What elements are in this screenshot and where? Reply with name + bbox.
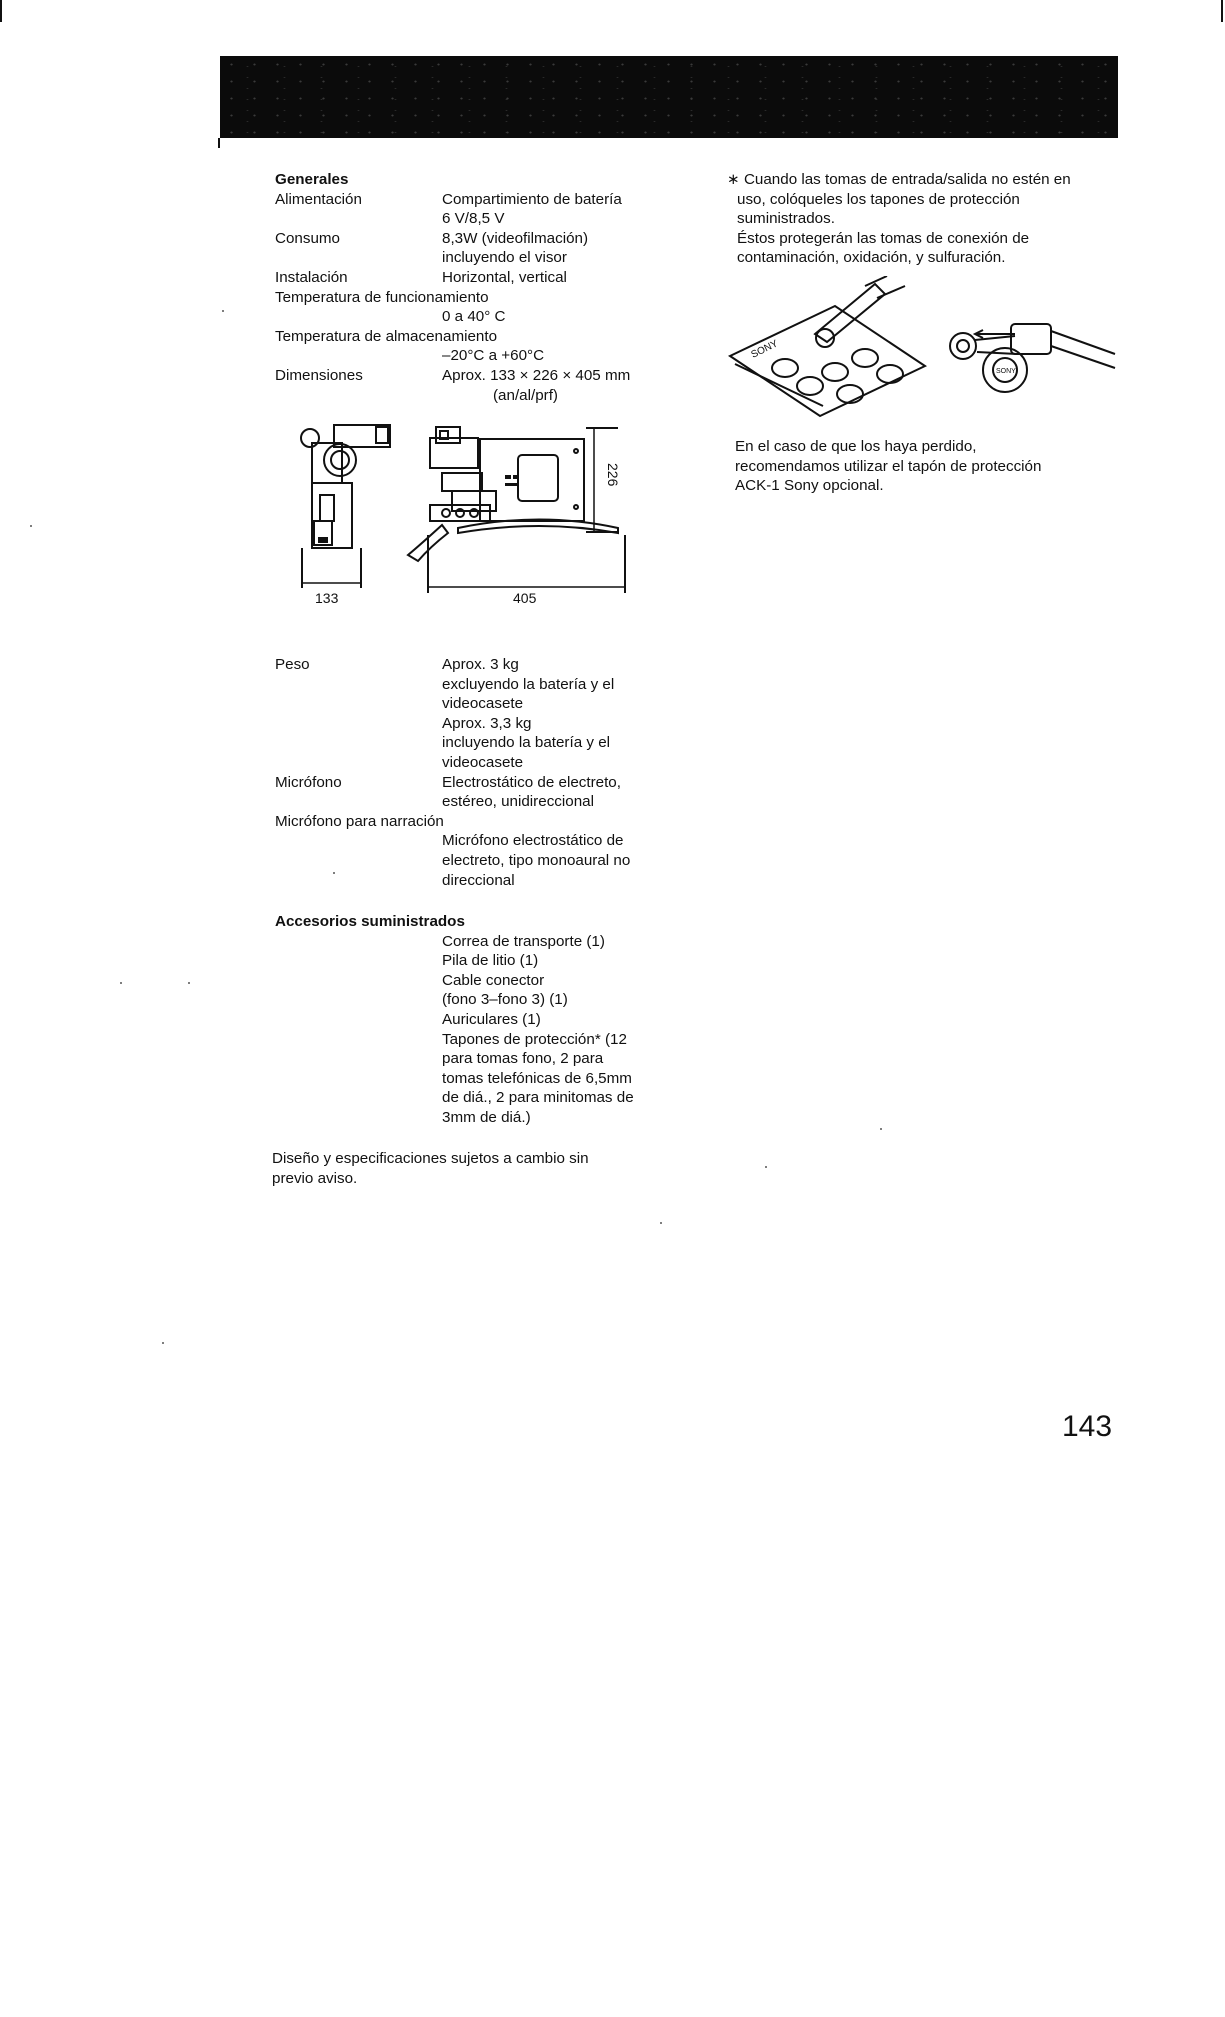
spec-value: electreto, tipo monoaural no bbox=[442, 851, 631, 869]
accessory-item: para tomas fono, 2 para bbox=[442, 1050, 604, 1068]
spec-value: Micrófono electrostático de bbox=[442, 832, 624, 850]
spec-row-dimensiones bbox=[275, 366, 675, 386]
note-line: Diseño y especificaciones sujetos a cambio sin bbox=[272, 1150, 589, 1167]
bullet-line: Éstos protegerán las tomas de conexión de bbox=[737, 229, 1030, 247]
spec-value: estéreo, unidireccional bbox=[442, 793, 594, 811]
spec-value: incluyendo el visor bbox=[442, 249, 567, 267]
generales-heading: Generales bbox=[275, 171, 349, 188]
note-line: previo aviso. bbox=[272, 1169, 358, 1187]
protection-caps-note bbox=[727, 170, 1127, 268]
spec-value: excluyendo la batería y el bbox=[442, 675, 615, 693]
accessory-item: Tapones de protección* (12 bbox=[442, 1030, 627, 1048]
cap-brand-text: SONY bbox=[996, 368, 1016, 375]
accessory-item: Auriculares (1) bbox=[442, 1010, 541, 1028]
speck bbox=[765, 1166, 767, 1168]
spec-label: Instalación bbox=[275, 268, 348, 286]
spec-value: Compartimiento de batería bbox=[442, 190, 622, 208]
accessory-item: Pila de litio (1) bbox=[442, 952, 539, 970]
spec-value: Horizontal, vertical bbox=[442, 268, 567, 286]
accessory-item: Correa de transporte (1) bbox=[442, 932, 605, 950]
spec-value: Aprox. 3,3 kg bbox=[442, 714, 532, 732]
specs-section bbox=[275, 655, 675, 890]
spec-row-consumo bbox=[275, 229, 675, 268]
camera-dimension-diagram bbox=[290, 415, 660, 610]
spec-value: videocasete bbox=[442, 695, 524, 713]
spec-row-alimentacion bbox=[275, 190, 675, 229]
spec-value: incluyendo la batería y el bbox=[442, 734, 611, 752]
lost-line: recomendamos utilizar el tapón de protección bbox=[735, 457, 1042, 475]
header-band bbox=[220, 56, 1118, 138]
bullet-line: uso, colóqueles los tapones de protección bbox=[737, 190, 1020, 208]
page-number: 143 bbox=[1062, 1410, 1113, 1443]
edge-mark bbox=[0, 0, 2, 22]
accessory-item: Cable conector bbox=[442, 971, 545, 989]
speck bbox=[333, 872, 335, 874]
generales-section bbox=[275, 170, 675, 405]
spec-row-microfono bbox=[275, 773, 675, 812]
temp-op-value: 0 a 40° C bbox=[442, 308, 506, 326]
accessory-item: 3mm de diá.) bbox=[442, 1108, 531, 1126]
speck bbox=[30, 525, 32, 527]
bullet-line: ∗ Cuando las tomas de entrada/salida no estén en bbox=[727, 171, 1071, 188]
speck bbox=[222, 310, 224, 312]
bullet-line: suministrados. bbox=[737, 210, 835, 228]
narr-label: Micrófono para narración bbox=[275, 812, 444, 830]
speck bbox=[162, 1342, 164, 1344]
dim-length-label: 405 bbox=[513, 590, 537, 606]
bullet-line: contaminación, oxidación, y sulfuración. bbox=[737, 249, 1006, 267]
dim-height-label: 226 bbox=[605, 463, 621, 487]
spec-value: direccional bbox=[442, 871, 515, 889]
spec-value: 8,3W (videofilmación) bbox=[442, 229, 589, 247]
accessory-item: tomas telefónicas de 6,5mm bbox=[442, 1069, 632, 1087]
lost-caps-note bbox=[735, 437, 1135, 496]
dim-width-label: 133 bbox=[315, 590, 339, 606]
spec-value: Aprox. 3 kg bbox=[442, 656, 519, 673]
accessory-item: de diá., 2 para minitomas de bbox=[442, 1089, 634, 1107]
accesorios-heading: Accesorios suministrados bbox=[275, 913, 465, 930]
dim-unit: (an/al/prf) bbox=[493, 386, 558, 404]
spec-label: Peso bbox=[275, 656, 310, 673]
spec-label: Alimentación bbox=[275, 190, 362, 208]
temp-store-value: –20°C a +60°C bbox=[442, 347, 545, 365]
temp-op-label: Temperatura de funcionamiento bbox=[275, 288, 489, 306]
speck bbox=[880, 1128, 882, 1130]
spec-label: Consumo bbox=[275, 229, 340, 247]
lost-line: En el caso de que los haya perdido, bbox=[735, 438, 977, 455]
accessory-item: (fono 3–fono 3) (1) bbox=[442, 991, 568, 1009]
spec-row-peso bbox=[275, 655, 675, 773]
temp-store-label: Temperatura de almacenamiento bbox=[275, 327, 498, 345]
spec-label: Micrófono bbox=[275, 773, 342, 791]
spec-label: Dimensiones bbox=[275, 366, 363, 384]
design-note bbox=[272, 1149, 692, 1188]
speck bbox=[188, 982, 190, 984]
spec-value: Aprox. 133 × 226 × 405 mm bbox=[442, 366, 631, 384]
speck bbox=[120, 982, 122, 984]
edge-mark bbox=[218, 138, 220, 148]
lost-line: ACK-1 Sony opcional. bbox=[735, 477, 884, 495]
spec-value: 6 V/8,5 V bbox=[442, 210, 505, 228]
speck bbox=[660, 1222, 662, 1224]
spec-value: Electrostático de electreto, bbox=[442, 773, 621, 791]
spec-row-instalacion bbox=[275, 268, 675, 288]
illustration-panel-text: SONY bbox=[749, 338, 780, 361]
accesorios-section bbox=[275, 912, 695, 1128]
protection-cap-illustration bbox=[725, 276, 1120, 426]
edge-mark bbox=[1221, 0, 1223, 22]
spec-value: videocasete bbox=[442, 753, 524, 771]
